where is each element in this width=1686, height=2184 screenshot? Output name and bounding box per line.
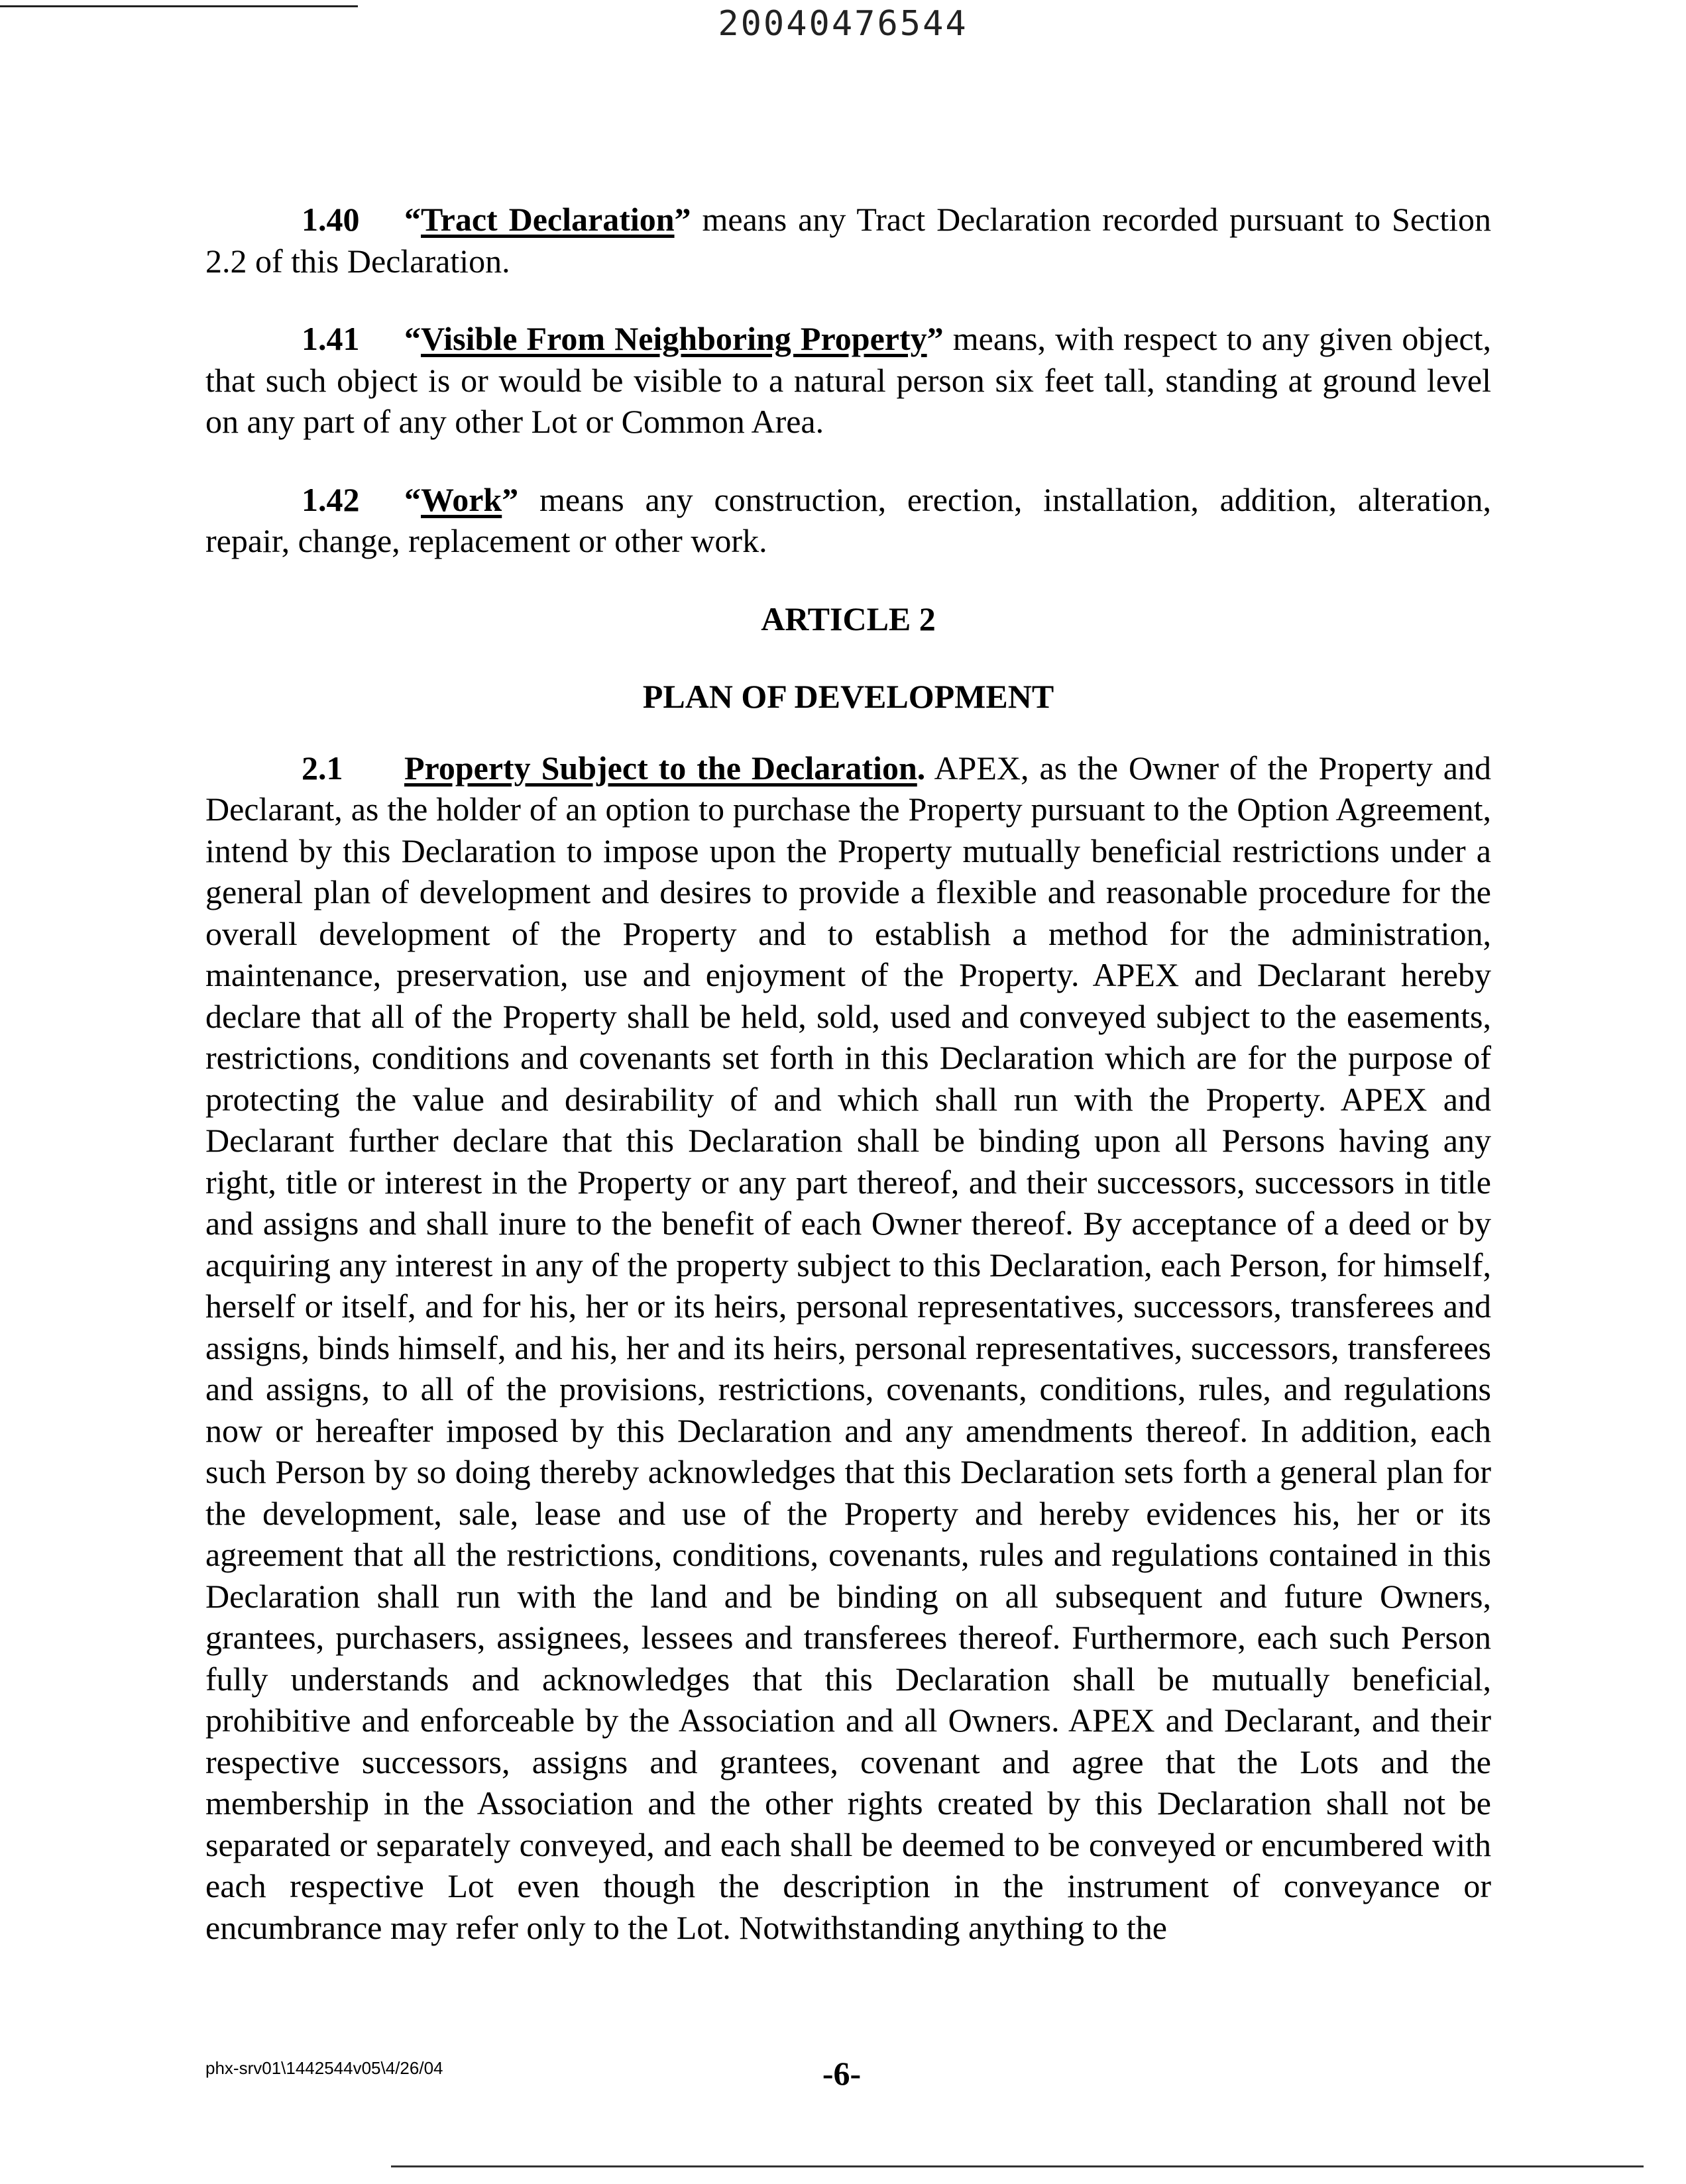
section-text: APEX, as the Owner of the Property and Declarant, as the holder of an option to purchase the Property pursuant to the Option Agreement, intend by this Declaration to impose upon the Property mutually beneficial restrictions under a general plan of development and desires to provide a flexible and reasonable procedure for the overall development of the Property and to establish a method for the administration, maintenance, preservation, use and enjoyment of the Property. APEX and Declarant hereby declare that all of the Property shall be held, sold, used and conveyed subject to the easements, restrictions, conditions and covenants set forth in this Declaration which are for the purpose of protecting the value and desirability of and which shall run with the Property. APEX and Declarant further declare that this Declaration shall be binding upon all Persons having any right, title or interest in the Property or any part thereof, and their successors, successors in title and assigns and shall inure to the benefit of each Owner thereof. By acceptance of a deed or by acquiring any interest in any of the property subject to this Declaration, each Person, for himself, herself or itself, and for his, her or its heirs, personal representatives, successors, transferees and assigns, binds himself, and his, her and its heirs, personal representatives, successors, transferees and assigns, to all of the provisions, restrictions, covenants, conditions, rules, and regulations now or hereafter imposed by this Declaration and any amendments thereof. In addition, each such Person by so doing thereby acknowledges that this Declaration sets forth a general plan for the development, sale, lease and use of the Property and hereby evidences his, her or its agreement that all the restrictions, conditions, covenants, rules and regulations contained in this Declaration shall run with the land and be binding on all subsequent and future Owners, grantees, purchasers, assignees, lessees and transferees thereof. Furthermore, each such Person fully understands and acknowledges that this Declaration shall be mutually beneficial, prohibitive and enforceable by the Association and all Owners. APEX and Declarant, and their respective successors, assigns and grantees, covenant and agree that the Lots and the membership in the Association and the other rights created by this Declaration shall not be separated or separately conveyed, and each shall be deemed to be conveyed or encumbered with each respective Lot even though the description in the instrument of conveyance or encumbrance may refer only to the Lot. Notwithstanding anything to the bbox=[205, 749, 1491, 1946]
section-number: 1.42 bbox=[302, 480, 360, 518]
defined-term: “Tract Declaration” bbox=[404, 201, 691, 238]
defined-term: “Visible From Neighboring Property” bbox=[404, 320, 944, 357]
page-number: -6- bbox=[822, 2055, 862, 2092]
definition-text: means any Tract Declaration recorded pursuant to Section 2.2 of this Declaration. bbox=[205, 201, 1491, 280]
section-number: 1.41 bbox=[302, 320, 360, 357]
recording-number: 20040476544 bbox=[718, 4, 968, 44]
definition-text: means, with respect to any given object, that such object is or would be visible to a natural person six feet tall, standing at ground level on any part of any other Lot or Common Area. bbox=[205, 320, 1491, 440]
article-subtitle: PLAN OF DEVELOPMENT bbox=[642, 678, 1054, 715]
scan-edge-line-bottom bbox=[391, 2165, 1644, 2167]
document-body bbox=[205, 199, 1491, 1948]
footer-file-id: phx-srv01\1442544v05\4/26/04 bbox=[205, 2058, 443, 2078]
section-number: 2.1 bbox=[302, 749, 343, 787]
section-caption: Property Subject to the Declaration. bbox=[404, 749, 926, 787]
article-title: ARTICLE 2 bbox=[761, 600, 936, 637]
definition-text: means any construction, erection, installation, addition, alteration, repair, change, replacement or other work. bbox=[205, 480, 1491, 559]
section-1-42 bbox=[205, 479, 1491, 562]
defined-term: “Work” bbox=[404, 480, 519, 518]
section-1-40 bbox=[205, 199, 1491, 282]
section-number: 1.40 bbox=[302, 201, 360, 238]
section-2-1 bbox=[205, 747, 1491, 1949]
section-1-41 bbox=[205, 318, 1491, 443]
